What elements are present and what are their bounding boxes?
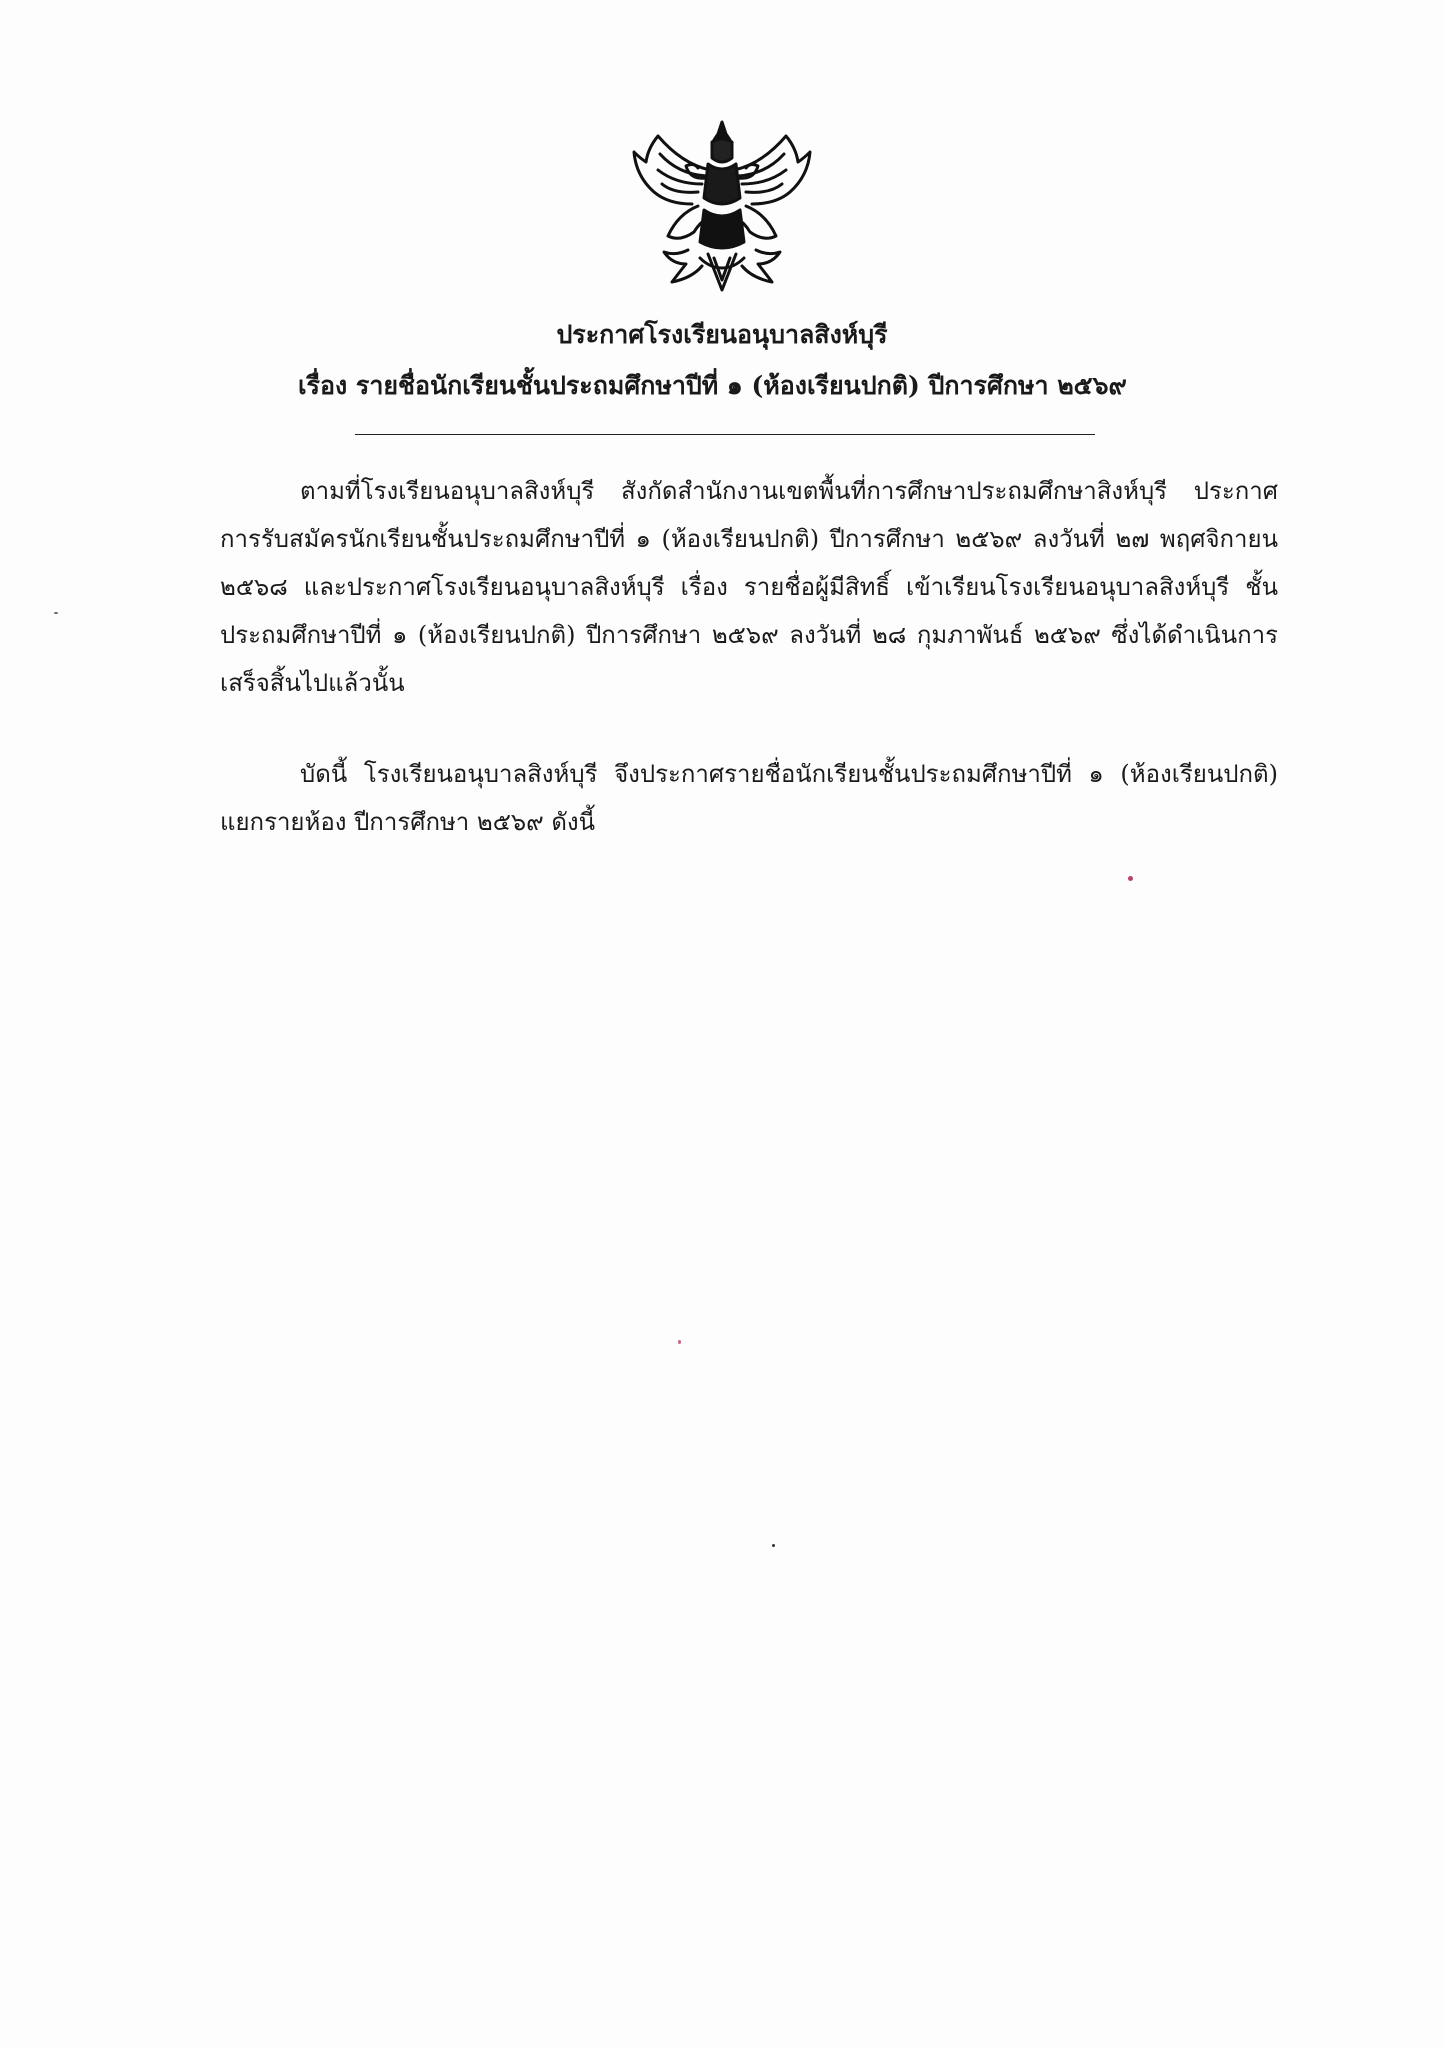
- scan-speck: [678, 1340, 681, 1344]
- announcement-subject: เรื่อง รายชื่อนักเรียนชั้นประถมศึกษาปีที่ ๑ (ห้องเรียนปกติ) ปีการศึกษา ๒๕๖๙: [298, 371, 1127, 400]
- announcement-title: ประกาศโรงเรียนอนุบาลสิงห์บุรี: [556, 320, 888, 349]
- garuda-emblem-icon: [628, 118, 816, 296]
- scan-speck: [772, 1544, 775, 1547]
- body-paragraph-2: [220, 750, 1278, 846]
- title-divider: [355, 434, 1095, 435]
- scan-speck: [1128, 876, 1133, 881]
- body-paragraph-1: [220, 467, 1278, 707]
- body-paragraph-2-text: บัดนี้ โรงเรียนอนุบาลสิงห์บุรี จึงประกาศรายชื่อนักเรียนชั้นประถมศึกษาปีที่ ๑ (ห้องเรียนปกติ) แยกรายห้อง ปีการศึกษา ๒๕๖๙ ดังนี้: [220, 760, 1278, 836]
- body-paragraph-1-text: ตามที่โรงเรียนอนุบาลสิงห์บุรี สังกัดสำนักงานเขตพื้นที่การศึกษาประถมศึกษาสิงห์บุรี ประกาศการรับสมัครนักเรียนชั้นประถมศึกษาปีที่ ๑ (ห้องเรียนปกติ) ปีการศึกษา ๒๕๖๙ ลงวันที่ ๒๗ พฤศจิกายน ๒๕๖๘ และประกาศโรงเรียนอนุบาลสิงห์บุรี เรื่อง รายชื่อผู้มีสิทธิ์ เข้าเรียนโรงเรียนอนุบาลสิงห์บุรี ชั้นประถมศึกษาปีที่ ๑ (ห้องเรียนปกติ) ปีการศึกษา ๒๕๖๙ ลงวันที่ ๒๘ กุมภาพันธ์ ๒๕๖๙ ซึ่งได้ดำเนินการเสร็จสิ้นไปแล้วนั้น: [220, 477, 1278, 697]
- scan-speck: [54, 612, 58, 614]
